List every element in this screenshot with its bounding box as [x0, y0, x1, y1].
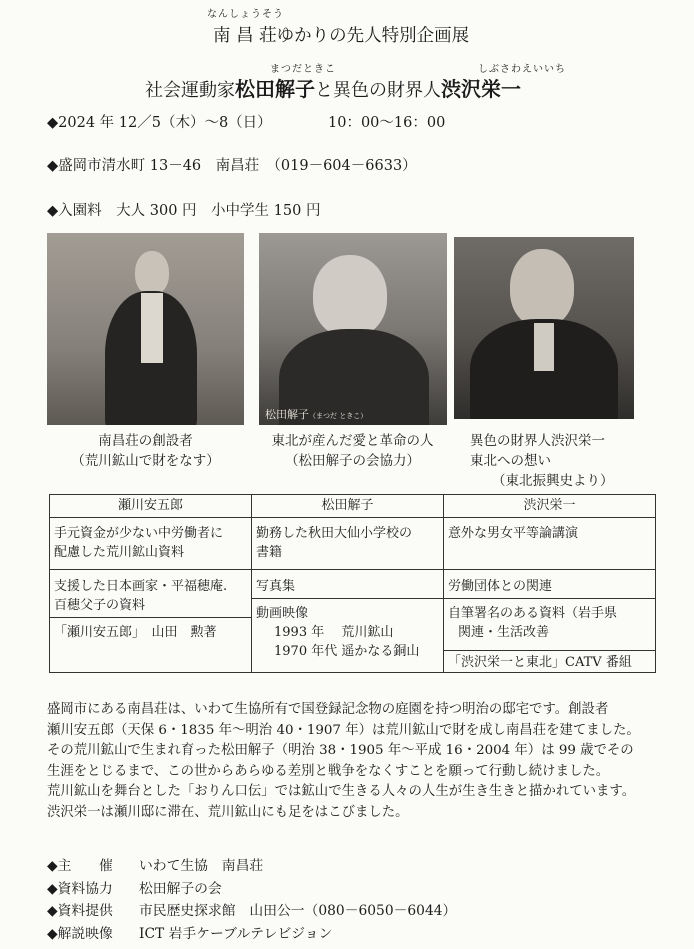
paragraph-line: 生涯をとじるまで、この世からあらゆる差別と戦争をなくすことを願って行動し続けました。	[47, 763, 610, 779]
table-cell-text: 労働団体との関連	[448, 579, 553, 594]
paragraph-line: 渋沢栄一は瀬川邸に滞在、荒川鉱山にも足をはこびました。	[47, 804, 409, 820]
credit-value: 松田解子の会	[139, 880, 222, 897]
credit-organizer	[47, 855, 456, 878]
table-cell	[50, 570, 252, 673]
table-row	[50, 518, 656, 570]
credit-provider	[47, 900, 456, 923]
ruby-nanshoso: なんしょうそう	[207, 9, 284, 20]
table-cell-subentry	[252, 598, 443, 661]
subtitle-name-shibusawa: 渋沢栄一	[441, 77, 521, 101]
credit-label: ◆資料提供	[47, 903, 113, 919]
paragraph-line: 瀬川安五郎（天保 6・1835 年～明治 40・1907 年）は荒川鉱山で財を成し南昌荘を建てました。	[47, 722, 640, 738]
exhibition-subtitle	[145, 73, 521, 102]
photo-matsuda-head	[313, 255, 387, 337]
credit-label: ◆資料協力	[47, 880, 113, 897]
table-cell-text: 関連・生活改善	[458, 625, 550, 640]
table-cell-text: 百穂父子の資料	[54, 598, 146, 613]
credit-label: ◆主 催	[47, 858, 113, 874]
table-header-row	[50, 495, 656, 518]
table-cell-subentry: 「瀬川安五郎」 山田 勲著	[50, 617, 251, 642]
caption-matsuda-line1: 東北が産んだ愛と革命の人	[271, 433, 434, 449]
event-date: ◆2024 年 12／5（木）～8（日）	[47, 115, 272, 131]
caption-segawa-line2: （荒川鉱山で財をなす）	[71, 453, 220, 469]
caption-shibusawa-line2: 東北への想い	[470, 453, 551, 469]
caption-segawa	[47, 431, 244, 471]
paragraph-line: 荒川鉱山を舞台とした「おりん口伝」では鉱山で生きる人々の人生が生き生きと描かれています。	[47, 784, 636, 799]
caption-shibusawa-line1: 異色の財界人渋沢栄一	[470, 433, 605, 449]
table-cell	[444, 518, 656, 570]
caption-segawa-line1: 南昌荘の創設者	[98, 433, 193, 449]
table-cell	[252, 518, 444, 570]
subtitle-name-matsuda: 松田解子	[235, 77, 315, 101]
credit-value: 市民歴史探求館 山田公一（080－6050－6044）	[139, 903, 457, 919]
table-cell-text: 意外な男女平等論講演	[448, 526, 579, 541]
table-cell-text: 配慮した荒川鉱山資料	[54, 545, 185, 560]
credit-value: ICT 岩手ケーブルテレビジョン	[139, 925, 333, 942]
table-header-matsuda: 松田解子	[252, 495, 444, 518]
photo-segawa	[47, 233, 244, 425]
caption-matsuda-line2: （松田解子の会協力）	[285, 453, 420, 469]
table-cell	[50, 518, 252, 570]
paragraph-line: 盛岡市にある南昌荘は、いわて生協所有で国登録記念物の庭園を持つ明治の邸宅です。創設者	[47, 702, 609, 717]
photo-matsuda	[259, 233, 447, 425]
event-time: 10：00～16：00	[328, 115, 446, 131]
caption-shibusawa-line3: （東北振興史より）	[492, 473, 614, 489]
subtitle-prefix: 社会運動家	[145, 80, 235, 101]
photo-shibusawa	[454, 237, 634, 419]
photo-matsuda-overlay-name: 松田解子	[265, 408, 309, 421]
table-cell	[444, 570, 656, 673]
credit-value: いわて生協 南昌荘	[139, 858, 264, 874]
table-cell-text: 動画映像	[256, 606, 309, 621]
paragraph-line: その荒川鉱山で生まれ育った松田解子（明治 38・1905 年～平成 16・2004 年）は 99 歳でその	[47, 743, 634, 758]
materials-table	[49, 494, 656, 673]
credit-label: ◆解説映像	[47, 925, 113, 942]
table-cell-text: 自筆署名のある資料（岩手県	[448, 606, 618, 621]
photo-segawa-collar	[141, 293, 163, 363]
table-row	[50, 570, 656, 673]
table-cell-text: 勤務した秋田大仙小学校の	[256, 526, 413, 541]
table-cell-text: 手元資金が少ない中労働者に	[54, 526, 224, 541]
admission-fee: ◆入園料 大人 300 円 小中学生 150 円	[47, 203, 321, 219]
credits	[47, 855, 456, 945]
photo-segawa-head	[135, 251, 169, 295]
table-cell	[252, 570, 444, 673]
credit-cooperation	[47, 878, 456, 901]
subtitle-mid: と異色の財界人	[315, 80, 441, 101]
caption-matsuda	[250, 431, 455, 471]
description-paragraph	[47, 700, 640, 823]
photo-shibusawa-shirt	[534, 323, 554, 371]
table-cell-text: 写真集	[256, 579, 296, 594]
table-cell-subentry: 「渋沢栄一と東北」CATV 番組	[444, 650, 655, 672]
event-address: ◆盛岡市清水町 13－46 南昌荘 （019－604－6633）	[47, 158, 417, 174]
exhibition-title: 南 昌 荘ゆかりの先人特別企画展	[213, 26, 470, 46]
table-cell-text: 書籍	[256, 545, 283, 560]
table-cell-text: 1993 年 荒川鉱山	[274, 625, 394, 640]
table-cell-subentry	[444, 598, 655, 642]
caption-shibusawa	[470, 431, 614, 491]
ruby-matsuda: まつだときこ	[270, 64, 336, 75]
table-cell-text: 支援した日本画家・平福穂庵.	[54, 579, 228, 594]
table-header-segawa: 瀬川安五郎	[50, 495, 252, 518]
photo-matsuda-overlay-ruby: （まつだ ときこ）	[309, 412, 368, 420]
table-cell-text: 1970 年代 遥かなる銅山	[274, 644, 420, 659]
ruby-shibusawa: しぶさわえいいち	[478, 64, 566, 75]
photo-matsuda-overlay	[265, 406, 367, 422]
table-header-shibusawa: 渋沢栄一	[444, 495, 656, 518]
credit-video	[47, 923, 456, 946]
photo-shibusawa-head	[510, 249, 574, 327]
